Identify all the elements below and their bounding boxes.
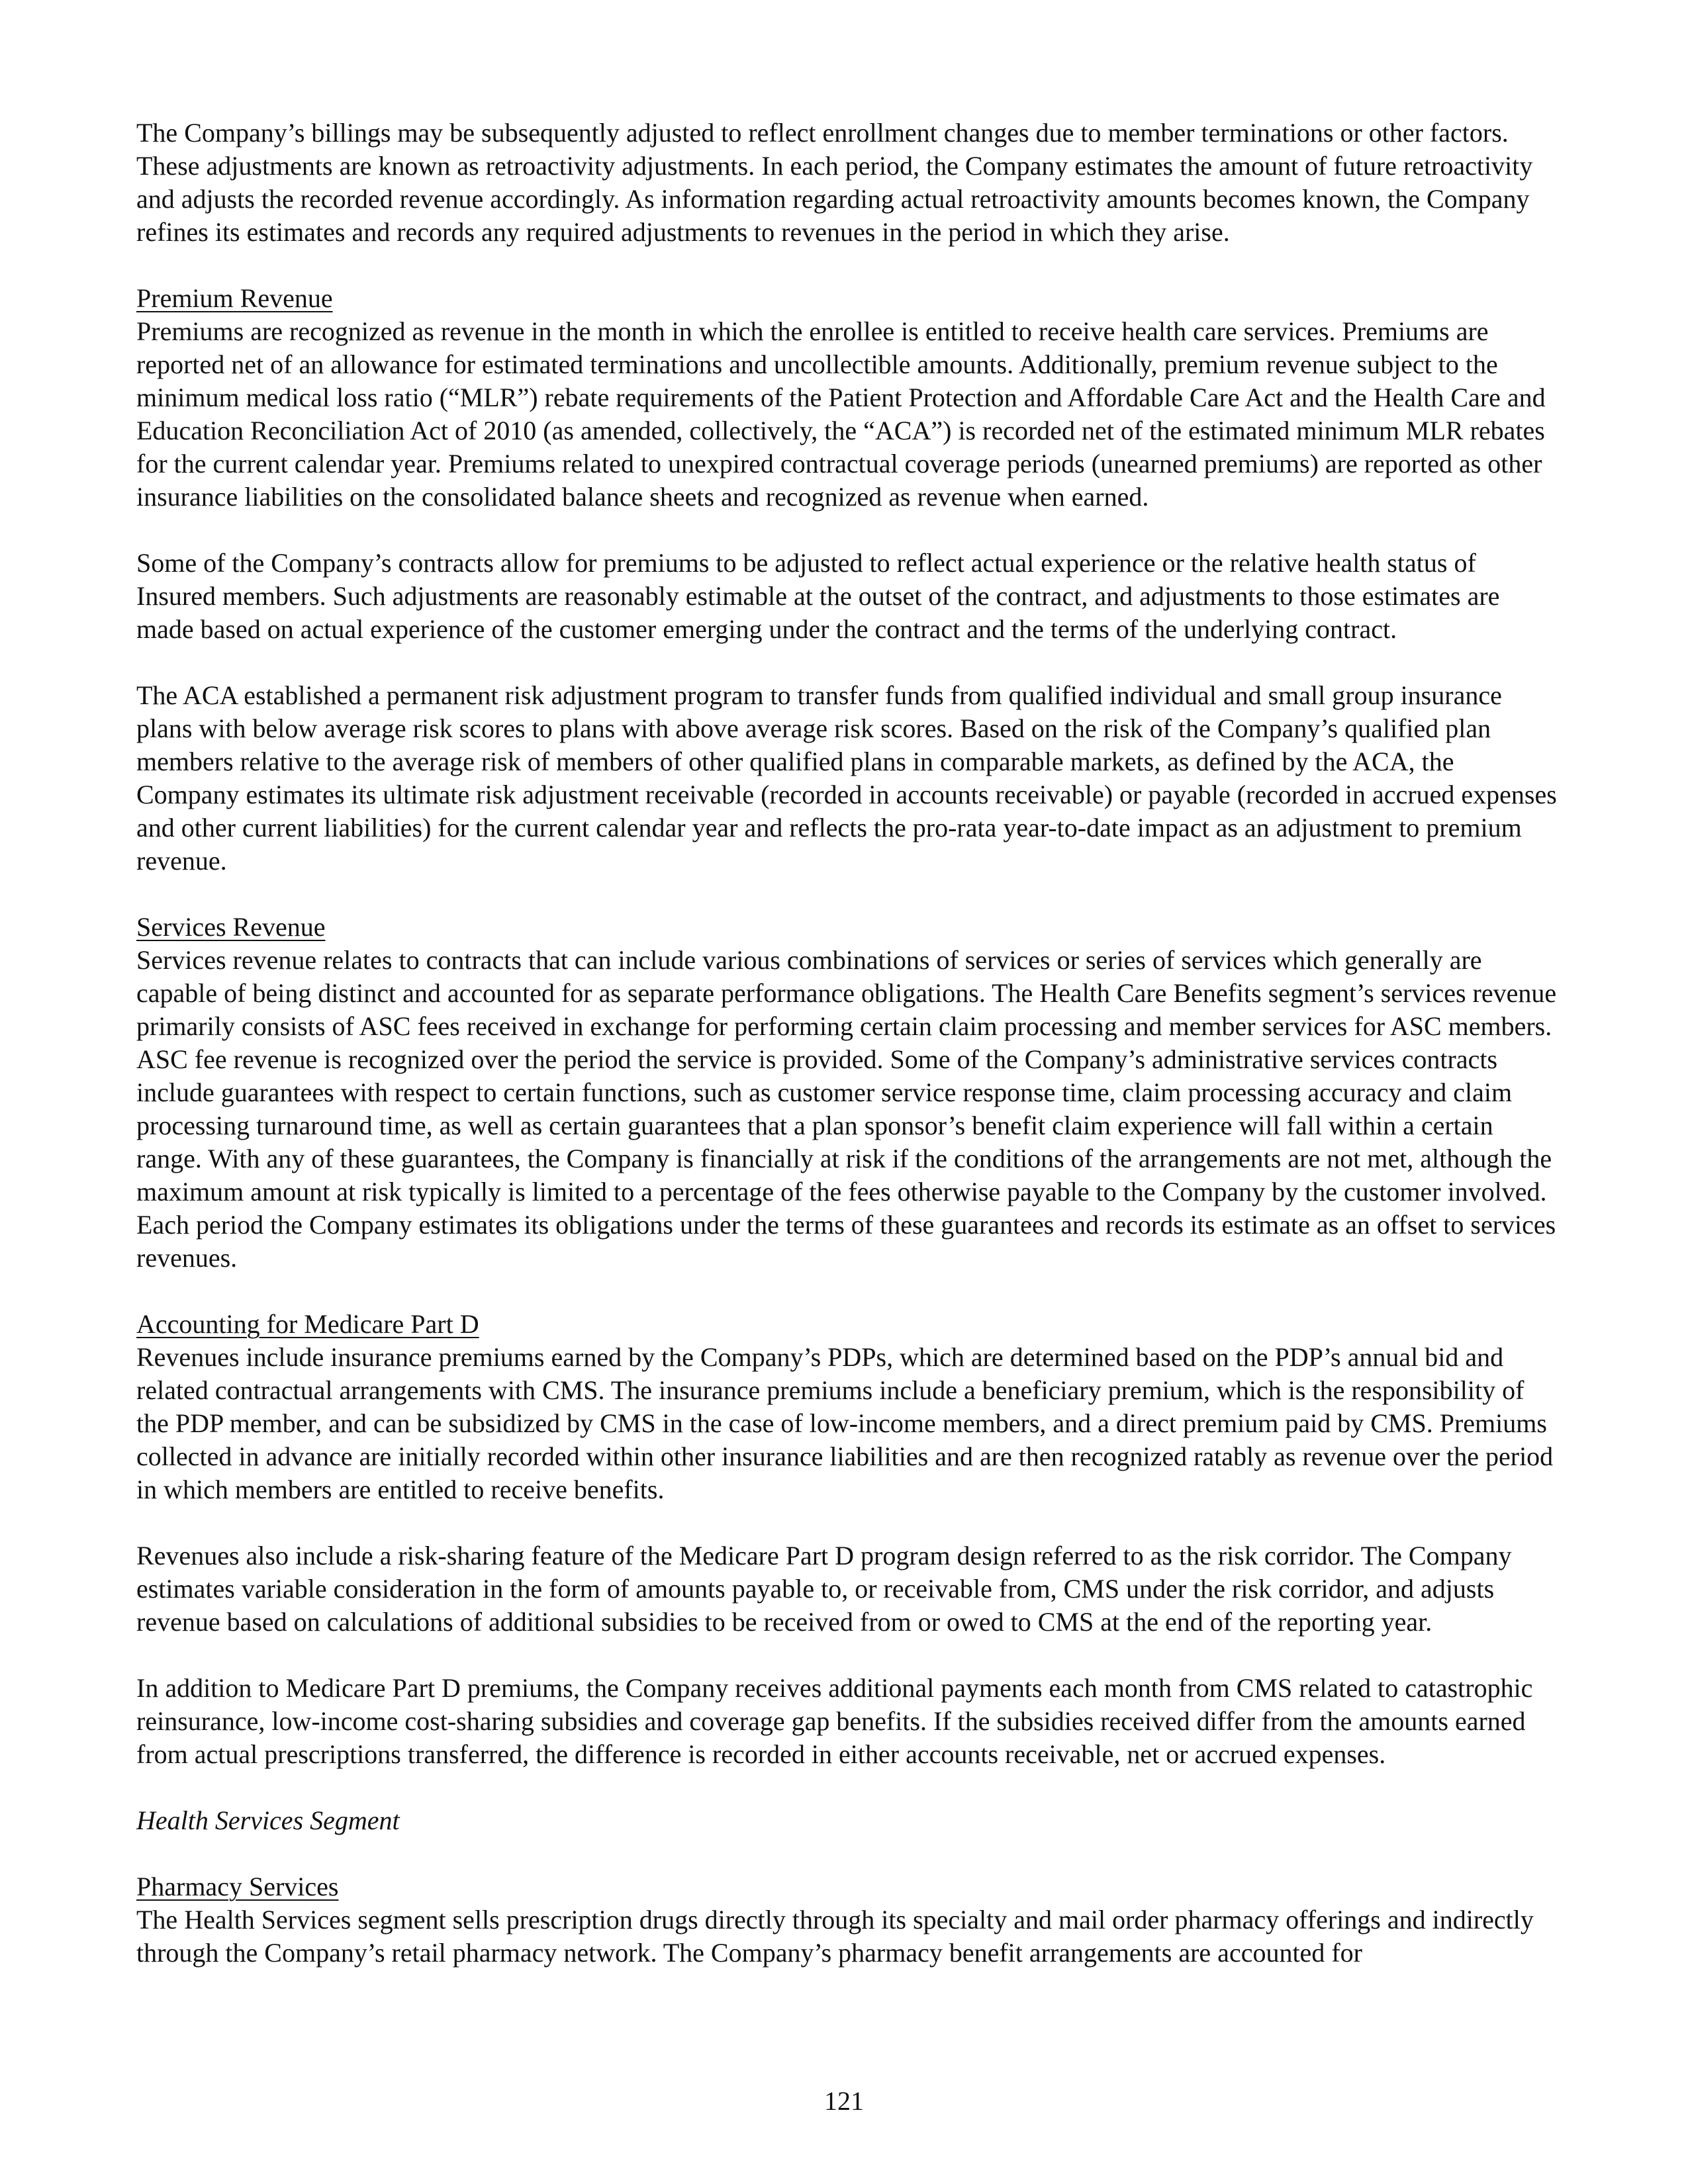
paragraph-retroactivity: The Company’s billings may be subsequently adjusted to reflect enrollment changes due to member terminations or other factors. These adjustments are known as retroactivity adjustments. In each period, the Company estimates the amount of future retroactivity and adjusts the recorded revenue accordingly. As information regarding actual retroactivity amounts becomes known, the Company refines its estimates and records any required adjustments to revenues in the period in which they arise.: [136, 118, 1533, 247]
page-number: 121: [824, 2086, 864, 2116]
paragraph-premium-recognition: Premiums are recognized as revenue in the month in which the enrollee is entitled to receive health care services. Premiums are reported net of an allowance for estimated terminations and uncollectible amounts. Additionally, premium revenue subject to the minimum medical loss ratio (“MLR”) rebate requirements of the Patient Protection and Affordable Care Act and the Health Care and Education Reconciliation Act of 2010 (as amended, collectively, the “ACA”) is recorded net of the estimated minimum MLR rebates for the current calendar year. Premiums related to unexpired contractual coverage periods (unearned premiums) are reported as other insurance liabilities on the consolidated balance sheets and recognized as revenue when earned.: [136, 316, 1546, 512]
paragraph-pharmacy-services: The Health Services segment sells prescription drugs directly through its specialty and mail order pharmacy offerings and indirectly through the Company’s retail pharmacy network. The Company’s pharmacy benefit arrangements are accounted for: [136, 1905, 1534, 1968]
heading-health-services-segment: Health Services Segment: [136, 1805, 400, 1835]
paragraph-services-revenue: Services revenue relates to contracts that can include various combinations of services or series of services which generally are capable of being distinct and accounted for as separate performance obligations. The Health Care Benefits segment’s services revenue primarily consists of ASC fees received in exchange for performing certain claim processing and member services for ASC members. ASC fee revenue is recognized over the period the service is provided. Some of the Company’s administrative services contracts include guarantees with respect to certain functions, such as customer service response time, claim processing accuracy and claim processing turnaround time, as well as certain guarantees that a plan sponsor’s benefit claim experience will fall within a certain range. With any of these guarantees, the Company is financially at risk if the conditions of the arrangements are not met, although the maximum amount at risk typically is limited to a percentage of the fees otherwise payable to the Company by the customer involved. Each period the Company estimates its obligations under the terms of these guarantees and records its estimate as an offset to services revenues.: [136, 945, 1557, 1273]
heading-premium-revenue: Premium Revenue: [136, 283, 333, 313]
heading-pharmacy-services: Pharmacy Services: [136, 1872, 339, 1901]
paragraph-risk-corridor: Revenues also include a risk-sharing feature of the Medicare Part D program design referred to as the risk corridor. The Company estimates variable consideration in the form of amounts payable to, or receivable from, CMS under the risk corridor, and adjusts revenue based on calculations of additional subsidies to be received from or owed to CMS at the end of the reporting year.: [136, 1541, 1512, 1637]
paragraph-cms-payments: In addition to Medicare Part D premiums, the Company receives additional payments each month from CMS related to catastrophic reinsurance, low-income cost-sharing subsidies and coverage gap benefits. If the subsidies received differ from the amounts earned from actual prescriptions transferred, the difference is recorded in either accounts receivable, net or accrued expenses.: [136, 1673, 1533, 1769]
heading-services-revenue: Services Revenue: [136, 912, 326, 942]
document-body: [136, 116, 1560, 2003]
paragraph-aca-risk-adjustment: The ACA established a permanent risk adjustment program to transfer funds from qualified individual and small group insurance plans with below average risk scores to plans with above average risk scores. Based on the risk of the Company’s qualified plan members relative to the average risk of members of other qualified plans in comparable markets, as defined by the ACA, the Company estimates its ultimate risk adjustment receivable (recorded in accounts receivable) or payable (recorded in accrued expenses and other current liabilities) for the current calendar year and reflects the pro-rata year-to-date impact as an adjustment to premium revenue.: [136, 680, 1557, 876]
heading-medicare-part-d: Accounting for Medicare Part D: [136, 1309, 479, 1339]
paragraph-premium-adjustments: Some of the Company’s contracts allow for premiums to be adjusted to reflect actual experience or the relative health status of Insured members. Such adjustments are reasonably estimable at the outset of the contract, and adjustments to those estimates are made based on actual experience of the customer emerging under the contract and the terms of the underlying contract.: [136, 548, 1500, 644]
paragraph-pdp-premiums: Revenues include insurance premiums earned by the Company’s PDPs, which are determined based on the PDP’s annual bid and related contractual arrangements with CMS. The insurance premiums include a beneficiary premium, which is the responsibility of the PDP member, and can be subsidized by CMS in the case of low-income members, and a direct premium paid by CMS. Premiums collected in advance are initially recorded within other insurance liabilities and are then recognized ratably as revenue over the period in which members are entitled to receive benefits.: [136, 1342, 1554, 1504]
